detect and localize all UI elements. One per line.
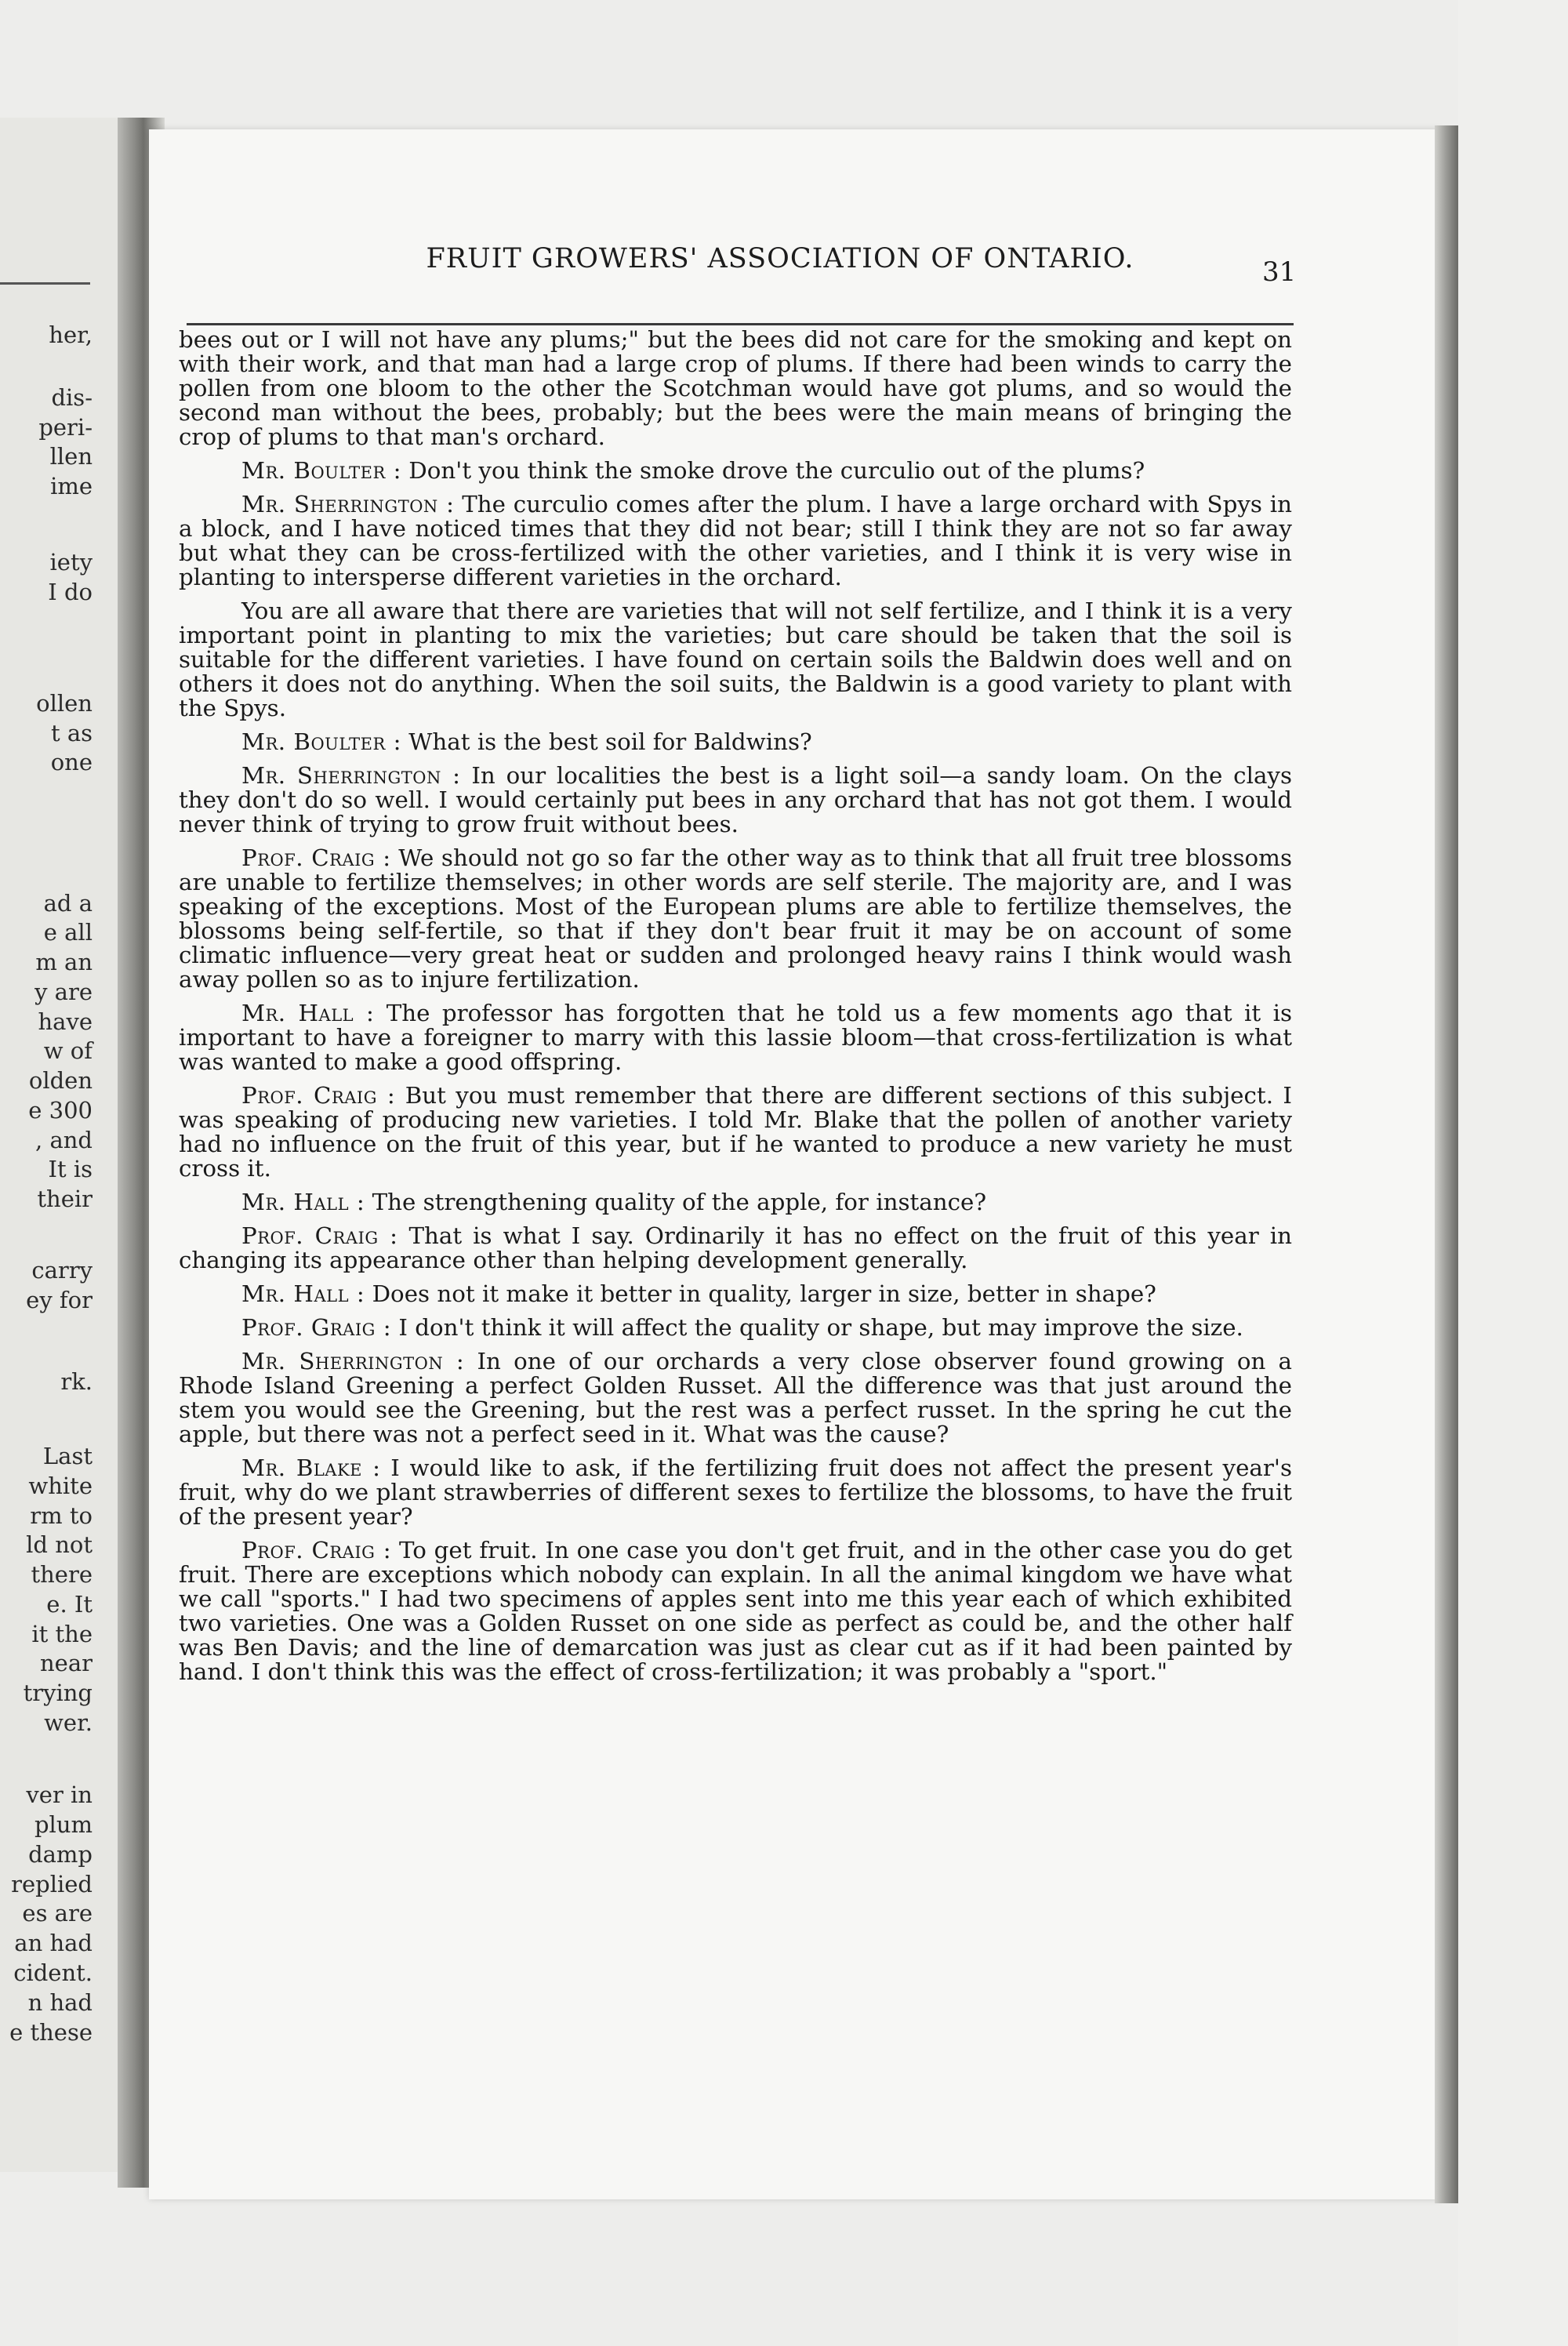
facing-page-strip	[0, 118, 125, 2172]
speaker-name: Mr. Hall :	[241, 1280, 365, 1307]
facing-page-line: llen	[49, 443, 93, 470]
speaker-name: Mr. Sherrington :	[241, 1348, 465, 1375]
facing-page-line: e 300	[28, 1097, 93, 1124]
paragraph	[179, 492, 1292, 590]
facing-page-line: wer.	[44, 1709, 93, 1736]
paragraph	[179, 846, 1292, 992]
paragraph-text: In one of our orchards a very close observer found growing on a Rhode Island Greening a perfect Golden Russet. All the difference was that just around the stem you would see the Greening, but the rest was a perfect russet. In the spring he cut the apple, but there was not a perfect seed in it. What was the cause?	[179, 1348, 1293, 1447]
paragraph	[179, 730, 1292, 754]
paragraph-text: bees out or I will not have any plums;" but the bees did not care for the smoking and kept on with their work, and that man had a large crop of plums. If there had been winds to carry the pollen from one bloom to the other the Scotchman would have got plums, and so would the second man without the bees, probably; but the bees were the main means of bringing the crop of plums to that man's orchard.	[179, 326, 1292, 450]
speaker-name: Prof. Craig :	[241, 844, 391, 871]
facing-page-line: ollen	[36, 690, 93, 717]
facing-page-line: It is	[48, 1156, 93, 1182]
paragraph	[179, 1316, 1292, 1340]
running-header: FRUIT GROWERS' ASSOCIATION OF ONTARIO.	[426, 243, 1134, 274]
page-edge-shadow	[1435, 125, 1458, 2203]
speaker-name: Mr. Blake :	[241, 1454, 381, 1481]
paragraph-text: We should not go so far the other way as to think that all fruit tree blossoms are unable to fertilize themselves; in other words are self sterile. The majority are, and I was speaking of the exceptions. Most of the European plums are able to fertilize themselves, the blossoms being self-fertile, so that if they don't bear fruit it may be on account of some climatic influence—very great heat or sudden and prolonged heavy rains I think would wash away pollen so as to injure fertilization.	[179, 844, 1292, 993]
page-number: 31	[1262, 256, 1297, 288]
paragraph-text: I don't think it will affect the quality or shape, but may improve the size.	[398, 1314, 1243, 1341]
facing-page-line: iety	[49, 549, 93, 576]
facing-page-line: , and	[35, 1127, 93, 1153]
facing-page-line: white	[28, 1473, 93, 1499]
speaker-name: Mr. Sherrington :	[241, 491, 455, 518]
speaker-name: Mr. Boulter :	[241, 457, 401, 484]
facing-page-line: ver in	[26, 1781, 93, 1808]
paragraph-text: To get fruit. In one case you don't get fruit, and in the other case you do get fruit. There are exceptions which nobody can explain. In all the animal kingdom we have what we call "sports." I had two specimens of apples sent into me this year each of which exhibited two varieties. One was a Golden Russet on one side as perfect as could be, and the other half was Ben Davis; and the line of demarcation was just as clear cut as if it had been painted by hand. I don't think this was the effect of cross-fertilization; it was probably a "sport."	[179, 1537, 1292, 1685]
facing-page-line: their	[37, 1186, 93, 1212]
speaker-name: Mr. Hall :	[241, 1189, 365, 1215]
facing-page-line: e. It	[46, 1591, 93, 1618]
facing-page-line: n had	[27, 1989, 93, 2016]
header-rule	[187, 323, 1294, 325]
facing-page-line: trying	[23, 1680, 93, 1706]
paragraph	[179, 764, 1292, 837]
paragraph-text: The curculio comes after the plum. I have a large orchard with Spys in a block, and I have noticed times that they did not bear; still I think they are not so far away but what they can be cross-fertilized with the other varieties, and I think it is very wise in planting to intersperse different varieties in the orchard.	[179, 491, 1292, 590]
facing-page-line: e these	[9, 2019, 93, 2046]
paragraph-text: Does not it make it better in quality, larger in size, better in shape?	[372, 1280, 1156, 1307]
facing-page-line: ime	[50, 473, 93, 499]
facing-page-line: ey for	[26, 1287, 93, 1313]
facing-page-line: it the	[31, 1621, 93, 1647]
facing-page-line: es are	[22, 1900, 93, 1927]
paragraph-text: The strengthening quality of the apple, for instance?	[372, 1189, 987, 1215]
facing-page-line: have	[38, 1008, 93, 1035]
page-body	[179, 328, 1292, 1694]
facing-page-line: peri-	[38, 414, 93, 441]
paragraph	[179, 1084, 1292, 1181]
paragraph	[179, 459, 1292, 483]
facing-page-line: damp	[28, 1841, 93, 1868]
paragraph	[179, 1282, 1292, 1306]
paragraph-text: I would like to ask, if the fertilizing fruit does not affect the present year's fruit, why do we plant strawberries of different sexes to fertilize the blossoms, to have the fruit of the present year?	[179, 1454, 1292, 1530]
facing-page-line: there	[31, 1561, 93, 1588]
paragraph-text: What is the best soil for Baldwins?	[408, 728, 812, 755]
facing-page-line: ld not	[26, 1531, 93, 1558]
facing-page-line: I do	[48, 579, 93, 605]
paragraph	[179, 1349, 1292, 1447]
paragraph-text: Don't you think the smoke drove the curculio out of the plums?	[408, 457, 1145, 484]
facing-page-line: e all	[43, 919, 93, 946]
facing-page-line: one	[50, 749, 93, 775]
paragraph-text: But you must remember that there are different sections of this subject. I was speaking of producing new varieties. I told Mr. Blake that the pollen of another variety had no influence on the fruit of this year, but if he wanted to produce a new variety he must cross it.	[179, 1082, 1292, 1182]
facing-page-rule	[0, 282, 90, 285]
facing-page-line: her,	[49, 321, 93, 348]
paragraph	[179, 1538, 1292, 1684]
paragraph	[179, 1190, 1292, 1215]
speaker-name: Prof. Craig :	[241, 1082, 396, 1109]
facing-page-line: cident.	[13, 1959, 93, 1986]
speaker-name: Mr. Hall :	[241, 1000, 375, 1026]
facing-page-line: an had	[14, 1930, 93, 1956]
facing-page-line: t as	[50, 720, 93, 746]
paragraph-text: The professor has forgotten that he told us a few moments ago that it is important to have a foreigner to marry with this lassie bloom—that cross-fertilization is what was wanted to make a good offspring.	[179, 1000, 1292, 1075]
speaker-name: Mr. Boulter :	[241, 728, 401, 755]
facing-page-line: plum	[34, 1811, 93, 1838]
facing-page-line: rm to	[30, 1502, 93, 1529]
facing-page-line: near	[40, 1650, 93, 1676]
scan-right-margin	[1458, 0, 1568, 2346]
paragraph-text: In our localities the best is a light soil—a sandy loam. On the clays they don't do so well. I would certainly put bees in any orchard that has not got them. I would never think of trying to grow fruit without bees.	[179, 762, 1292, 837]
speaker-name: Mr. Sherrington :	[241, 762, 461, 789]
speaker-name: Prof. Craig :	[241, 1222, 398, 1249]
facing-page-line: rk.	[60, 1368, 93, 1395]
paragraph-text: You are all aware that there are varieties that will not self fertilize, and I think it is a very important point in planting to mix the varieties; but care should be taken that the soil is suitable for the different varieties. I have found on certain soils the Baldwin does well and on others it does not do anything. When the soil suits, the Baldwin is a good variety to plant with the Spys.	[179, 597, 1292, 721]
facing-page-line: dis-	[51, 384, 93, 411]
facing-page-line: Last	[42, 1443, 93, 1469]
paragraph	[179, 599, 1292, 721]
facing-page-line: m an	[35, 949, 93, 975]
paragraph	[179, 1456, 1292, 1529]
facing-page-line: ad a	[43, 890, 93, 917]
speaker-name: Prof. Graig :	[241, 1314, 392, 1341]
paragraph	[179, 1001, 1292, 1074]
facing-page-line: olden	[28, 1067, 93, 1094]
facing-page-line: y are	[34, 979, 93, 1005]
paragraph	[179, 1224, 1292, 1273]
paragraph	[179, 328, 1292, 449]
facing-page-line: carry	[31, 1257, 93, 1284]
speaker-name: Prof. Craig :	[241, 1537, 392, 1563]
paragraph-text: That is what I say. Ordinarily it has no effect on the fruit of this year in changing its appearance other than helping development generally.	[179, 1222, 1292, 1273]
facing-page-line: w of	[43, 1037, 93, 1064]
facing-page-line: replied	[11, 1871, 93, 1898]
